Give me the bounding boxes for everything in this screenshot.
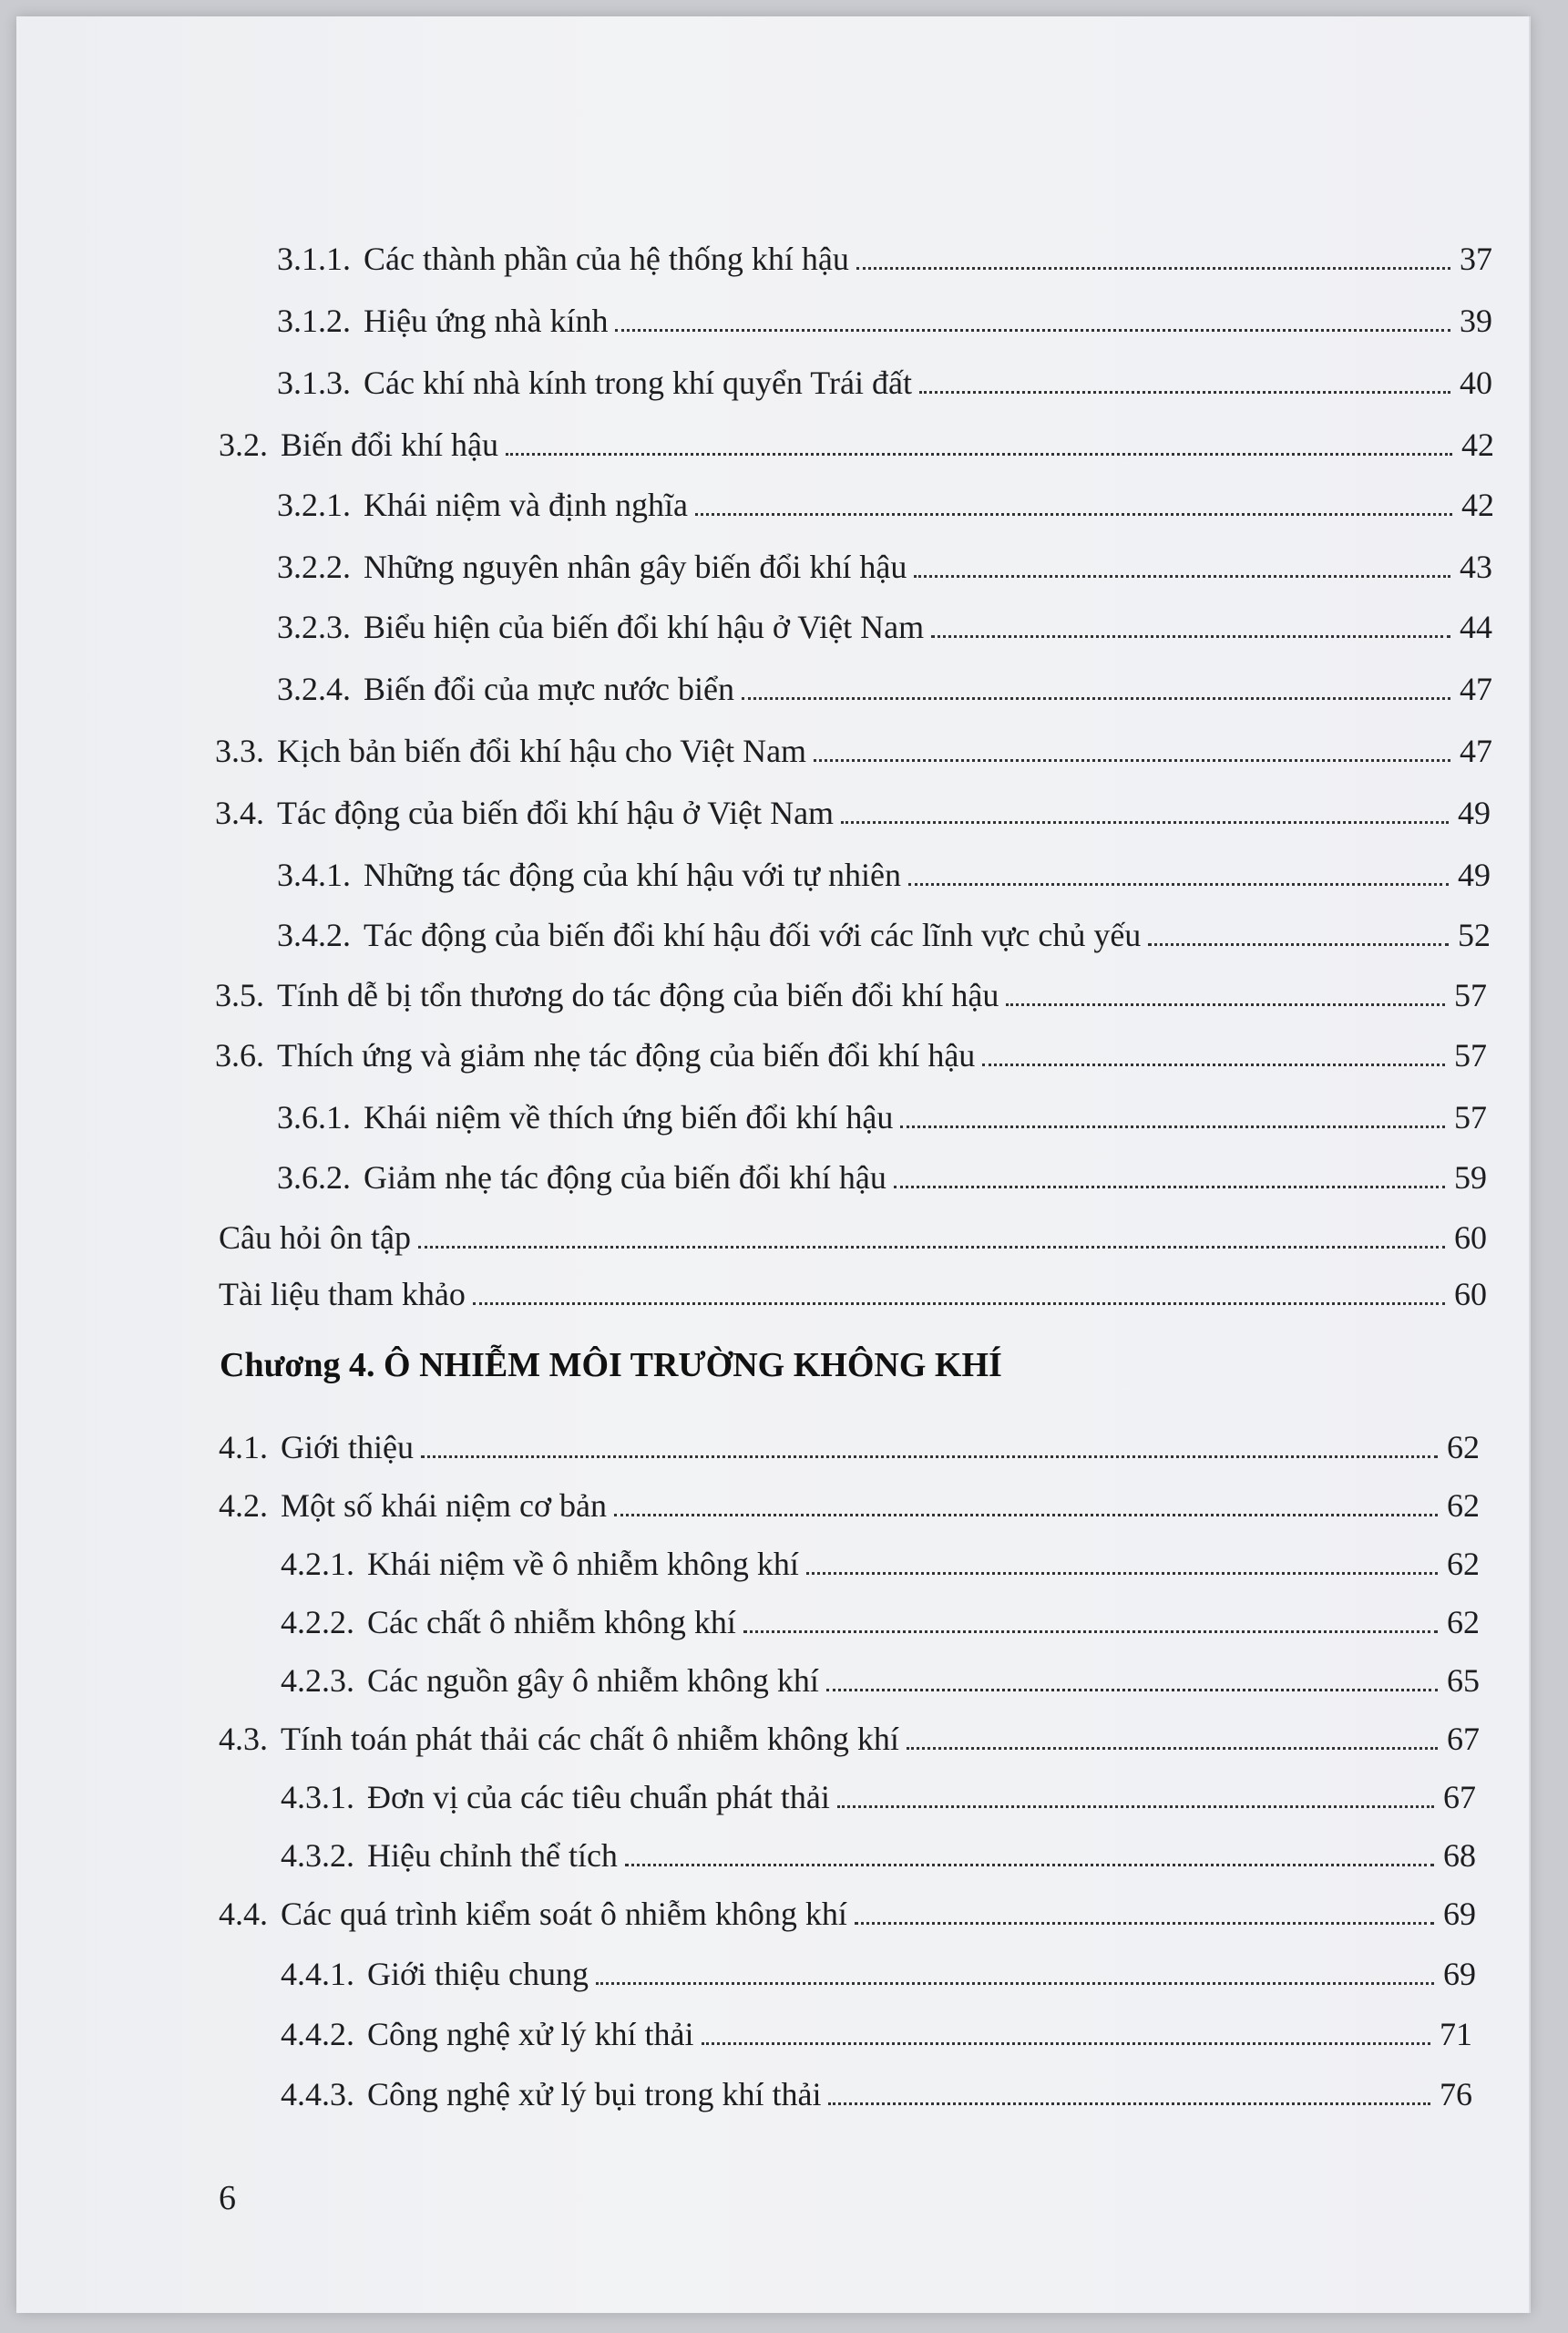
toc-entry: [215, 1021, 1487, 1075]
toc-entry-number: 4.3.2.: [281, 1837, 354, 1874]
toc-entry-page: 59: [1454, 1159, 1487, 1196]
toc-entry-page: 39: [1460, 303, 1492, 339]
dot-leader: [614, 1514, 1438, 1516]
toc-entry-title: Tác động của biến đổi khí hậu ở Việt Nam: [277, 795, 835, 831]
toc-entry-number: 3.1.3.: [277, 365, 351, 401]
toc-entry-title: Tính dễ bị tổn thương do tác động của biến đổi khí hậu: [277, 977, 999, 1013]
toc-entry-number: 4.4.3.: [281, 2076, 354, 2112]
dot-leader: [826, 1689, 1438, 1691]
toc-entry-number: 3.3.: [215, 733, 264, 769]
toc-entry-title: Biến đổi khí hậu: [281, 427, 498, 463]
toc-entry: [277, 654, 1492, 709]
toc-entry-page: 47: [1460, 671, 1492, 707]
dot-leader: [806, 1572, 1438, 1575]
dot-leader: [841, 821, 1449, 824]
dot-leader: [473, 1302, 1445, 1305]
toc-entry-title: Các khí nhà kính trong khí quyển Trái đất: [364, 365, 912, 401]
dot-leader: [828, 2102, 1430, 2105]
toc-entry-page: 43: [1460, 549, 1492, 585]
toc-entry-number: 3.2.2.: [277, 549, 351, 585]
toc-entry-number: 3.4.2.: [277, 917, 351, 953]
toc-entry-page: 60: [1454, 1276, 1487, 1312]
toc-entry-page: 62: [1447, 1546, 1480, 1582]
toc-entry: [281, 1763, 1476, 1817]
toc-entry-page: 57: [1454, 1037, 1487, 1074]
toc-entry-page: 67: [1443, 1779, 1476, 1815]
toc-entry-page: 47: [1460, 733, 1492, 769]
toc-entry: [219, 1203, 1487, 1258]
toc-entry: [281, 1999, 1472, 2054]
toc-entry-title: Kịch bản biến đổi khí hậu cho Việt Nam: [277, 733, 807, 769]
toc-entry-number: 3.6.: [215, 1037, 264, 1074]
dot-leader: [625, 1864, 1434, 1866]
toc-entry-page: 57: [1454, 977, 1487, 1013]
toc-entry-number: 3.4.: [215, 795, 264, 831]
toc-entry-title: Hiệu chỉnh thể tích: [367, 1837, 618, 1874]
toc-entry-title: Các thành phần của hệ thống khí hậu: [364, 241, 849, 277]
chapter-heading: Chương 4. Ô NHIỄM MÔI TRƯỜNG KHÔNG KHÍ: [220, 1346, 1002, 1384]
toc-entry-title: Câu hỏi ôn tập: [219, 1219, 411, 1256]
toc-entry: [277, 470, 1494, 525]
toc-entry-page: 69: [1443, 1896, 1476, 1932]
toc-entry: [277, 532, 1492, 587]
dot-leader: [506, 453, 1452, 456]
dot-leader: [702, 2042, 1431, 2045]
toc-entry-number: 4.4.1.: [281, 1956, 354, 1992]
toc-entry-title: Thích ứng và giảm nhẹ tác động của biến đổi khí hậu: [277, 1037, 976, 1074]
dot-leader: [695, 513, 1452, 516]
toc-entry-page: 49: [1458, 857, 1491, 893]
toc-entry: [281, 1939, 1476, 1994]
table-of-contents: [16, 16, 1529, 2313]
toc-entry-title: Khái niệm về ô nhiễm không khí: [367, 1546, 799, 1582]
toc-entry-title: Biểu hiện của biến đổi khí hậu ở Việt Nam: [364, 609, 925, 645]
dot-leader: [900, 1125, 1445, 1128]
dot-leader: [814, 759, 1450, 762]
toc-entry-title: Giới thiệu: [281, 1429, 415, 1465]
toc-entry-number: 4.2.1.: [281, 1546, 354, 1582]
dot-leader: [615, 329, 1450, 332]
toc-entry-number: 3.2.4.: [277, 671, 351, 707]
toc-entry-title: Khái niệm và định nghĩa: [364, 487, 688, 523]
toc-entry: [277, 1143, 1487, 1197]
toc-entry-title: Công nghệ xử lý khí thải: [367, 2016, 694, 2052]
toc-entry-number: 4.2.: [219, 1487, 268, 1524]
toc-entry: [215, 716, 1492, 771]
toc-entry-number: 4.2.2.: [281, 1604, 354, 1640]
toc-entry-title: Những tác động của khí hậu với tự nhiên: [364, 857, 901, 893]
toc-entry: [281, 1821, 1476, 1876]
toc-entry-number: 4.3.1.: [281, 1779, 354, 1815]
toc-entry-title: Những nguyên nhân gây biến đổi khí hậu: [364, 549, 907, 585]
toc-entry-page: 67: [1447, 1721, 1480, 1757]
toc-entry-number: 4.1.: [219, 1429, 268, 1465]
dot-leader: [837, 1805, 1434, 1808]
toc-entry-title: Một số khái niệm cơ bản: [281, 1487, 607, 1524]
toc-entry-title: Giới thiệu chung: [367, 1956, 589, 1992]
dot-leader: [919, 391, 1450, 394]
toc-entry-page: 40: [1460, 365, 1492, 401]
toc-entry-title: Đơn vị của các tiêu chuẩn phát thải: [367, 1779, 830, 1815]
dot-leader: [742, 697, 1450, 700]
dot-leader: [914, 575, 1450, 578]
toc-entry-page: 49: [1458, 795, 1491, 831]
toc-entry: [277, 348, 1492, 403]
toc-entry-number: 3.4.1.: [277, 857, 351, 893]
toc-entry: [277, 286, 1492, 341]
toc-entry-number: 4.3.: [219, 1721, 268, 1757]
toc-entry-title: Tính toán phát thải các chất ô nhiễm không khí: [281, 1721, 899, 1757]
toc-entry-page: 44: [1460, 609, 1492, 645]
toc-entry: [219, 410, 1494, 465]
dot-leader: [596, 1982, 1434, 1985]
toc-entry: [281, 1529, 1480, 1584]
toc-entry-number: 3.2.1.: [277, 487, 351, 523]
toc-entry: [281, 2060, 1472, 2114]
toc-entry-number: 3.6.1.: [277, 1099, 351, 1136]
toc-entry-title: Các chất ô nhiễm không khí: [367, 1604, 736, 1640]
toc-entry: [219, 1879, 1476, 1934]
toc-entry: [277, 1083, 1487, 1137]
toc-entry: [277, 592, 1492, 647]
toc-entry-title: Khái niệm về thích ứng biến đổi khí hậu: [364, 1099, 894, 1136]
page-number: 6: [219, 2179, 236, 2217]
toc-entry-number: 3.1.2.: [277, 303, 351, 339]
toc-entry: [219, 1471, 1480, 1526]
toc-entry: [277, 840, 1491, 895]
dot-leader: [855, 1922, 1434, 1925]
dot-leader: [908, 883, 1449, 886]
toc-entry-title: Tài liệu tham khảo: [219, 1276, 466, 1312]
toc-entry-page: 62: [1447, 1487, 1480, 1524]
toc-entry: [215, 961, 1487, 1015]
toc-entry-page: 42: [1461, 427, 1494, 463]
toc-entry-title: Hiệu ứng nhà kính: [364, 303, 609, 339]
toc-entry: [215, 778, 1491, 833]
toc-entry-page: 71: [1440, 2016, 1472, 2052]
toc-entry-title: Các quá trình kiểm soát ô nhiễm không khí: [281, 1896, 847, 1932]
toc-entry-page: 69: [1443, 1956, 1476, 1992]
toc-entry: [277, 224, 1492, 279]
toc-entry-page: 42: [1461, 487, 1494, 523]
toc-entry-number: 3.6.2.: [277, 1159, 351, 1196]
toc-entry-number: 4.4.: [219, 1896, 268, 1932]
toc-entry-title: Tác động của biến đổi khí hậu đối với các lĩnh vực chủ yếu: [364, 917, 1142, 953]
toc-entry-page: 76: [1440, 2076, 1472, 2112]
toc-entry-page: 65: [1447, 1662, 1480, 1699]
dot-leader: [1006, 1003, 1445, 1006]
dot-leader: [421, 1455, 1438, 1458]
toc-entry-page: 57: [1454, 1099, 1487, 1136]
toc-entry: [281, 1646, 1480, 1701]
toc-entry-number: 3.5.: [215, 977, 264, 1013]
toc-entry-page: 62: [1447, 1429, 1480, 1465]
toc-entry-title: Giảm nhẹ tác động của biến đổi khí hậu: [364, 1159, 886, 1196]
toc-entry-page: 68: [1443, 1837, 1476, 1874]
dot-leader: [856, 267, 1450, 270]
toc-entry: [219, 1413, 1480, 1467]
toc-entry-number: 4.2.3.: [281, 1662, 354, 1699]
toc-entry-number: 4.4.2.: [281, 2016, 354, 2052]
toc-entry-number: 3.1.1.: [277, 241, 351, 277]
toc-entry-page: 52: [1458, 917, 1491, 953]
book-page: [16, 16, 1531, 2313]
dot-leader: [418, 1246, 1445, 1249]
toc-entry: [219, 1704, 1480, 1759]
dot-leader: [743, 1630, 1438, 1633]
dot-leader: [1148, 943, 1449, 946]
toc-entry-page: 37: [1460, 241, 1492, 277]
dot-leader: [982, 1064, 1445, 1066]
toc-entry-page: 60: [1454, 1219, 1487, 1256]
toc-entry-number: 3.2.3.: [277, 609, 351, 645]
toc-entry: [277, 900, 1491, 955]
dot-leader: [894, 1186, 1445, 1188]
toc-entry-title: Công nghệ xử lý bụi trong khí thải: [367, 2076, 822, 2112]
toc-entry: [281, 1588, 1480, 1642]
toc-entry-page: 62: [1447, 1604, 1480, 1640]
dot-leader: [907, 1747, 1438, 1750]
toc-entry-title: Các nguồn gây ô nhiễm không khí: [367, 1662, 819, 1699]
toc-entry: [219, 1259, 1487, 1314]
toc-entry-number: 3.2.: [219, 427, 268, 463]
toc-entry-title: Biến đổi của mực nước biển: [364, 671, 734, 707]
dot-leader: [931, 635, 1450, 638]
